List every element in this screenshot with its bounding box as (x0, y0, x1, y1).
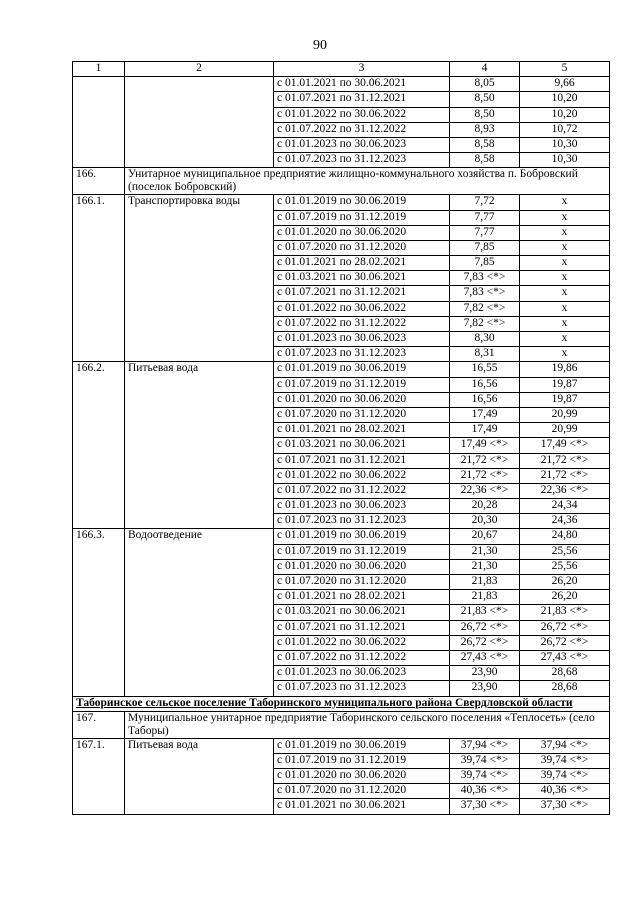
period-cell: с 01.01.2023 по 30.06.2023 (274, 666, 450, 681)
tariff-without-vat-cell: 8,50 (450, 107, 520, 122)
tariff-without-vat-cell: 17,49 (450, 423, 520, 438)
tariff-with-vat-cell: 10,20 (520, 107, 610, 122)
tariff-with-vat-cell: 21,83 <*> (520, 605, 610, 620)
period-cell: с 01.07.2023 по 31.12.2023 (274, 514, 450, 529)
period-cell: с 01.01.2019 по 30.06.2019 (274, 738, 450, 753)
organization-name-cell: Муниципальное унитарное предприятие Таборинского сельского поселения «Теплосеть» (село Таборы) (125, 711, 610, 738)
period-cell: с 01.07.2020 по 31.12.2020 (274, 240, 450, 255)
tariff-without-vat-cell: 23,90 (450, 666, 520, 681)
service-name-cell (125, 77, 274, 168)
table-row (73, 529, 610, 544)
tariff-without-vat-cell: 8,58 (450, 137, 520, 152)
tariff-without-vat-cell: 37,30 <*> (450, 799, 520, 814)
tariff-without-vat-cell: 8,05 (450, 77, 520, 92)
period-cell: с 01.07.2019 по 31.12.2019 (274, 753, 450, 768)
period-cell: с 01.01.2021 по 28.02.2021 (274, 590, 450, 605)
tariff-without-vat-cell: 7,85 (450, 256, 520, 271)
tariff-without-vat-cell: 7,85 (450, 240, 520, 255)
tariff-without-vat-cell: 21,30 (450, 559, 520, 574)
period-cell: с 01.07.2019 по 31.12.2019 (274, 544, 450, 559)
tariff-with-vat-cell: 10,72 (520, 122, 610, 137)
table-row (73, 362, 610, 377)
table-row (73, 738, 610, 753)
organization-row (73, 711, 610, 738)
item-number-cell (73, 77, 125, 168)
period-cell: с 01.07.2022 по 31.12.2022 (274, 122, 450, 137)
tariff-with-vat-cell: 39,74 <*> (520, 769, 610, 784)
service-name-cell: Питьевая вода (125, 362, 274, 529)
tariff-without-vat-cell: 7,83 <*> (450, 271, 520, 286)
tariff-with-vat-cell: 24,80 (520, 529, 610, 544)
tariff-without-vat-cell: 7,77 (450, 210, 520, 225)
column-number: 5 (520, 62, 610, 77)
tariff-with-vat-cell: x (520, 240, 610, 255)
period-cell: с 01.01.2020 по 30.06.2020 (274, 392, 450, 407)
period-cell: с 01.01.2020 по 30.06.2020 (274, 559, 450, 574)
section-title-cell: Таборинское сельское поселение Таборинского муниципального района Свердловской области (73, 696, 610, 711)
tariff-without-vat-cell: 27,43 <*> (450, 650, 520, 665)
period-cell: с 01.01.2021 по 30.06.2021 (274, 77, 450, 92)
tariff-without-vat-cell: 20,28 (450, 499, 520, 514)
tariff-with-vat-cell: 20,99 (520, 407, 610, 422)
tariff-with-vat-cell: 19,86 (520, 362, 610, 377)
tariff-with-vat-cell: x (520, 347, 610, 362)
tariff-with-vat-cell: 24,36 (520, 514, 610, 529)
tariff-without-vat-cell: 17,49 (450, 407, 520, 422)
tariff-without-vat-cell: 21,30 (450, 544, 520, 559)
period-cell: с 01.01.2023 по 30.06.2023 (274, 137, 450, 152)
tariff-with-vat-cell: 25,56 (520, 544, 610, 559)
tariff-without-vat-cell: 21,72 <*> (450, 453, 520, 468)
period-cell: с 01.07.2021 по 31.12.2021 (274, 92, 450, 107)
tariff-without-vat-cell: 39,74 <*> (450, 769, 520, 784)
tariff-without-vat-cell: 16,56 (450, 377, 520, 392)
tariff-without-vat-cell: 40,36 <*> (450, 784, 520, 799)
tariff-with-vat-cell: 19,87 (520, 392, 610, 407)
period-cell: с 01.01.2023 по 30.06.2023 (274, 332, 450, 347)
period-cell: с 01.01.2023 по 30.06.2023 (274, 499, 450, 514)
tariff-with-vat-cell: 26,72 <*> (520, 620, 610, 635)
tariff-with-vat-cell: 27,43 <*> (520, 650, 610, 665)
tariff-with-vat-cell: 20,99 (520, 423, 610, 438)
period-cell: с 01.01.2022 по 30.06.2022 (274, 468, 450, 483)
tariff-with-vat-cell: 21,72 <*> (520, 468, 610, 483)
period-cell: с 01.01.2021 по 28.02.2021 (274, 423, 450, 438)
item-number-cell: 166.1. (73, 195, 125, 362)
tariff-without-vat-cell: 17,49 <*> (450, 438, 520, 453)
tariff-without-vat-cell: 7,77 (450, 225, 520, 240)
tariff-without-vat-cell: 7,82 <*> (450, 301, 520, 316)
tariff-without-vat-cell: 21,83 (450, 575, 520, 590)
column-number-header-row (73, 62, 610, 77)
table-row (73, 77, 610, 92)
period-cell: с 01.03.2021 по 30.06.2021 (274, 605, 450, 620)
item-number-cell: 167.1. (73, 738, 125, 814)
tariff-without-vat-cell: 7,82 <*> (450, 316, 520, 331)
service-name-cell: Питьевая вода (125, 738, 274, 814)
tariff-with-vat-cell: 37,30 <*> (520, 799, 610, 814)
tariff-with-vat-cell: 28,68 (520, 681, 610, 696)
tariff-without-vat-cell: 20,30 (450, 514, 520, 529)
item-number-cell: 166. (73, 168, 125, 195)
tariff-without-vat-cell: 7,72 (450, 195, 520, 210)
period-cell: с 01.01.2019 по 30.06.2019 (274, 529, 450, 544)
tariff-without-vat-cell: 7,83 <*> (450, 286, 520, 301)
column-number: 3 (274, 62, 450, 77)
tariff-without-vat-cell: 21,83 (450, 590, 520, 605)
tariff-without-vat-cell: 21,83 <*> (450, 605, 520, 620)
item-number-cell: 166.3. (73, 529, 125, 696)
period-cell: с 01.07.2020 по 31.12.2020 (274, 407, 450, 422)
tariff-with-vat-cell: x (520, 256, 610, 271)
tariff-with-vat-cell: 28,68 (520, 666, 610, 681)
period-cell: с 01.07.2021 по 31.12.2021 (274, 620, 450, 635)
tariff-with-vat-cell: 10,30 (520, 137, 610, 152)
tariff-with-vat-cell: x (520, 301, 610, 316)
tariff-with-vat-cell: x (520, 195, 610, 210)
tariff-with-vat-cell: 40,36 <*> (520, 784, 610, 799)
tariff-with-vat-cell: 22,36 <*> (520, 483, 610, 498)
period-cell: с 01.07.2022 по 31.12.2022 (274, 316, 450, 331)
tariff-with-vat-cell: 9,66 (520, 77, 610, 92)
period-cell: с 01.03.2021 по 30.06.2021 (274, 438, 450, 453)
tariff-with-vat-cell: x (520, 210, 610, 225)
period-cell: с 01.07.2022 по 31.12.2022 (274, 650, 450, 665)
service-name-cell: Транспортировка воды (125, 195, 274, 362)
tariff-with-vat-cell: 10,30 (520, 153, 610, 168)
tariff-with-vat-cell: 25,56 (520, 559, 610, 574)
tariff-without-vat-cell: 8,93 (450, 122, 520, 137)
tariff-without-vat-cell: 26,72 <*> (450, 635, 520, 650)
period-cell: с 01.01.2022 по 30.06.2022 (274, 301, 450, 316)
tariff-without-vat-cell: 16,56 (450, 392, 520, 407)
item-number-cell: 167. (73, 711, 125, 738)
period-cell: с 01.01.2022 по 30.06.2022 (274, 107, 450, 122)
period-cell: с 01.01.2019 по 30.06.2019 (274, 195, 450, 210)
tariff-without-vat-cell: 39,74 <*> (450, 753, 520, 768)
period-cell: с 01.01.2022 по 30.06.2022 (274, 635, 450, 650)
period-cell: с 01.07.2019 по 31.12.2019 (274, 377, 450, 392)
tariff-with-vat-cell: 26,20 (520, 590, 610, 605)
period-cell: с 01.01.2020 по 30.06.2020 (274, 225, 450, 240)
tariff-without-vat-cell: 16,55 (450, 362, 520, 377)
tariff-without-vat-cell: 8,31 (450, 347, 520, 362)
table-row (73, 195, 610, 210)
tariff-without-vat-cell: 22,36 <*> (450, 483, 520, 498)
tariff-with-vat-cell: 37,94 <*> (520, 738, 610, 753)
period-cell: с 01.07.2020 по 31.12.2020 (274, 575, 450, 590)
tariff-with-vat-cell: x (520, 332, 610, 347)
organization-row (73, 168, 610, 195)
column-number: 2 (125, 62, 274, 77)
tariff-with-vat-cell: 10,20 (520, 92, 610, 107)
tariff-without-vat-cell: 8,30 (450, 332, 520, 347)
tariff-with-vat-cell: 26,20 (520, 575, 610, 590)
tariff-with-vat-cell: 26,72 <*> (520, 635, 610, 650)
tariff-with-vat-cell: x (520, 286, 610, 301)
tariff-with-vat-cell: 19,87 (520, 377, 610, 392)
tariff-with-vat-cell: 17,49 <*> (520, 438, 610, 453)
tariff-without-vat-cell: 21,72 <*> (450, 468, 520, 483)
period-cell: с 01.07.2022 по 31.12.2022 (274, 483, 450, 498)
period-cell: с 01.07.2023 по 31.12.2023 (274, 153, 450, 168)
period-cell: с 01.07.2020 по 31.12.2020 (274, 784, 450, 799)
service-name-cell: Водоотведение (125, 529, 274, 696)
page-number: 90 (313, 38, 327, 53)
period-cell: с 01.07.2019 по 31.12.2019 (274, 210, 450, 225)
tariff-without-vat-cell: 8,58 (450, 153, 520, 168)
column-number: 1 (73, 62, 125, 77)
period-cell: с 01.01.2021 по 30.06.2021 (274, 799, 450, 814)
period-cell: с 01.07.2021 по 31.12.2021 (274, 453, 450, 468)
tariff-with-vat-cell: x (520, 225, 610, 240)
column-number: 4 (450, 62, 520, 77)
tariff-table (72, 61, 610, 815)
period-cell: с 01.07.2023 по 31.12.2023 (274, 681, 450, 696)
tariff-without-vat-cell: 37,94 <*> (450, 738, 520, 753)
tariff-without-vat-cell: 20,67 (450, 529, 520, 544)
tariff-without-vat-cell: 8,50 (450, 92, 520, 107)
tariff-with-vat-cell: 21,72 <*> (520, 453, 610, 468)
organization-name-cell: Унитарное муниципальное предприятие жилищно-коммунального хозяйства п. Бобровский (поселок Бобровский) (125, 168, 610, 195)
tariff-without-vat-cell: 26,72 <*> (450, 620, 520, 635)
period-cell: с 01.01.2020 по 30.06.2020 (274, 769, 450, 784)
period-cell: с 01.07.2023 по 31.12.2023 (274, 347, 450, 362)
period-cell: с 01.07.2021 по 31.12.2021 (274, 286, 450, 301)
tariff-with-vat-cell: 24,34 (520, 499, 610, 514)
period-cell: с 01.01.2021 по 28.02.2021 (274, 256, 450, 271)
item-number-cell: 166.2. (73, 362, 125, 529)
tariff-with-vat-cell: 39,74 <*> (520, 753, 610, 768)
tariff-with-vat-cell: x (520, 316, 610, 331)
period-cell: с 01.03.2021 по 30.06.2021 (274, 271, 450, 286)
tariff-without-vat-cell: 23,90 (450, 681, 520, 696)
period-cell: с 01.01.2019 по 30.06.2019 (274, 362, 450, 377)
section-header-row (73, 696, 610, 711)
tariff-with-vat-cell: x (520, 271, 610, 286)
